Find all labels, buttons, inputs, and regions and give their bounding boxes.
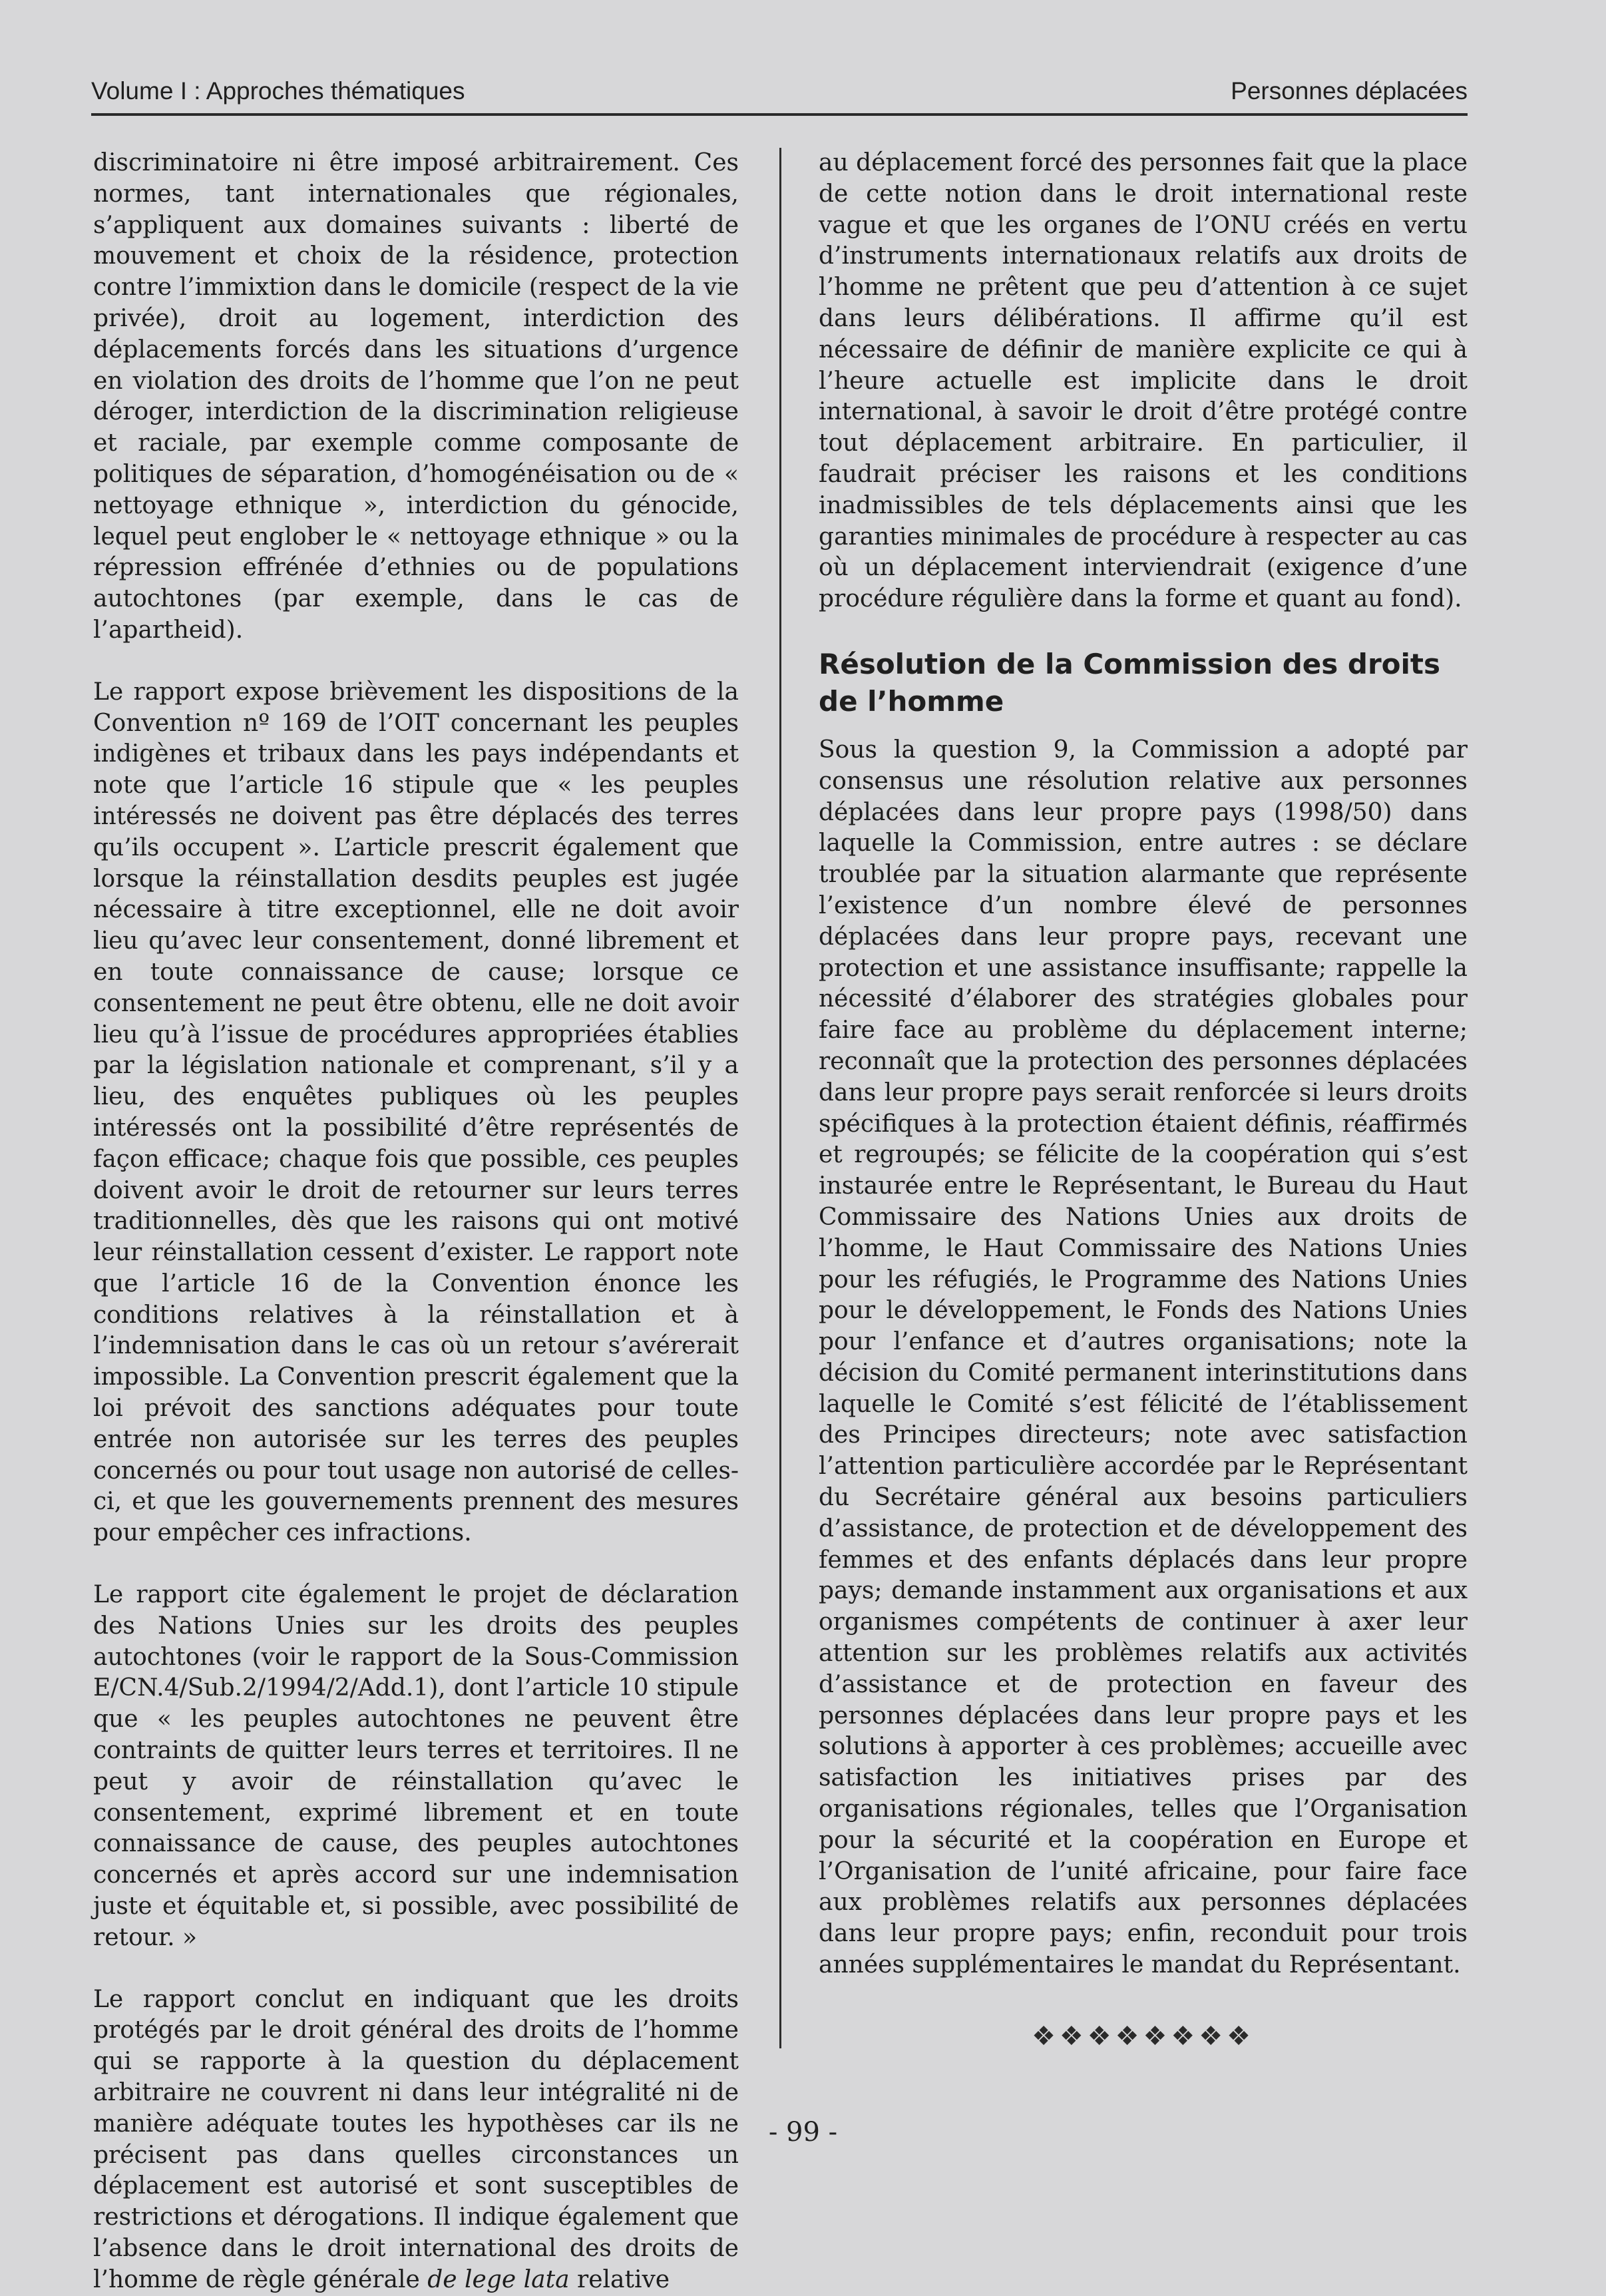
left-paragraph-1: discriminatoire ni être imposé arbitrairement. Ces normes, tant internationales que régionales, s’appliquent aux domaines suivants : liberté de mouvement et choix de la résidence, protection contre l’immixtion dans le domicile (respect de la vie privée), droit au logement, interdiction des déplacements forcés dans les situations d’urgence en violation des droits de l’homme que l’on ne peut déroger, interdiction de la discrimination religieuse et raciale, par exemple comme composante de politiques de séparation, d’homogénéisation ou de « nettoyage ethnique », interdiction du génocide, lequel peut englober le « nettoyage ethnique » ou la répression effrénée d’ethnies ou de populations autochtones (par exemple, dans le cas de l’apartheid).: [93, 149, 739, 644]
left-paragraph-2: Le rapport expose brièvement les dispositions de la Convention nº 169 de l’OIT concernant les peuples indigènes et tribaux dans les pays indépendants et note que l’article 16 stipule que « les peuples intéressés ne doivent pas être déplacés des terres qu’ils occupent ». L’article prescrit également que lorsque la réinstallation desdits peuples est jugée nécessaire à titre exceptionnel, elle ne doit avoir lieu qu’avec leur consentement, donné librement et en toute connaissance de cause; lorsque ce consentement ne peut être obtenu, elle ne doit avoir lieu qu’à l’issue de procédures appropriées établies par la législation nationale et comprenant, s’il y a lieu, des enquêtes publiques où les peuples intéressés ont la possibilité d’être représentés de façon efficace; chaque fois que possible, ces peuples doivent avoir le droit de retourner sur leurs terres traditionnelles, dès que les raisons qui ont motivé leur réinstallation cessent d’exister. Le rapport note que l’article 16 de la Convention énonce les conditions relatives à la réinstallation et à l’indemnisation dans le cas où un retour s’avérerait impossible. La Convention prescrit également que la loi prévoit des sanctions adéquates pour toute entrée non autorisée sur les terres des peuples concernés ou pour tout usage non autorisé de celles-ci, et que les gouvernements prennent des mesures pour empêcher ces infractions.: [93, 678, 739, 1547]
left-column: [93, 148, 739, 2296]
right-paragraph-2: Sous la question 9, la Commission a adopté par consensus une résolution relative aux personnes déplacées dans leur propre pays (1998/50) dans laquelle la Commission, entre autres : se déclare troublée par la situation alarmante que représente l’existence d’un nombre élevé de personnes déplacées dans leur propre pays, recevant une protection et une assistance insuffisante; rappelle la nécessité d’élaborer des stratégies globales pour faire face au problème du déplacement interne; reconnaît que la protection des personnes déplacées dans leur propre pays serait renforcée si leurs droits spécifiques à la protection étaient définis, réaffirmés et regroupés; se félicite de la coopération qui s’est instaurée entre le Représentant, le Bureau du Haut Commissaire des Nations Unies aux droits de l’homme, le Haut Commissaire des Nations Unies pour les réfugiés, le Programme des Nations Unies pour le développement, le Fonds des Nations Unies pour l’enfance et d’autres organisations; note la décision du Comité permanent interinstitutions dans laquelle le Comité s’est félicité de l’établissement des Principes directeurs; note avec satisfaction l’attention particulière accordée par le Représentant du Secrétaire général aux besoins particuliers d’assistance, de protection et de développement des femmes et des enfants déplacés dans leur propre pays; demande instamment aux organisations et aux organismes compétents de continuer à axer leur attention sur les problèmes relatifs aux activités d’assistance et de protection en faveur des personnes déplacées dans leur propre pays et les solutions à apporter à ces problèmes; accueille avec satisfaction les initiatives prises par des organisations régionales, telles que l’Organisation pour la sécurité et la coopération en Europe et l’Organisation de l’unité africaine, pour faire face aux problèmes relatifs aux personnes déplacées dans leur propre pays; enfin, reconduit pour trois années supplémentaires le mandat du Représentant.: [819, 736, 1468, 1979]
ornament-divider: ❖❖❖❖❖❖❖❖: [1032, 2020, 1255, 2052]
header-volume-title: Volume I : Approches thématiques: [91, 77, 465, 105]
column-divider: [779, 148, 781, 2048]
section-heading: Résolution de la Commission des droits de l’homme: [819, 647, 1441, 718]
left-paragraph-3: Le rapport cite également le projet de déclaration des Nations Unies sur les droits des peuples autochtones (voir le rapport de la Sous-Commission E/CN.4/Sub.2/1994/2/Add.1), dont l’article 10 stipule que « les peuples autochtones ne peuvent être contraints de quitter leurs terres et territoires. Il ne peut y avoir de réinstallation qu’avec le consentement, exprimé librement et en toute connaissance de cause, des peuples autochtones concernés et après accord sur une indemnisation juste et équitable et, si possible, avec possibilité de retour. »: [93, 1581, 739, 1951]
left-paragraph-4-end: relative: [569, 2265, 670, 2293]
left-paragraph-4-italic: de lege lata: [427, 2265, 570, 2293]
page-number: - 99 -: [768, 2117, 838, 2148]
left-paragraph-4-text: Le rapport conclut en indiquant que les droits protégés par le droit général des droits de l’homme qui se rapporte à la question du déplacement arbitraire ne couvrent ni dans leur intégralité ni de manière adéquate toutes les hypothèses car ils ne précisent pas dans quelles circonstances un déplacement est autorisé et sont susceptibles de restrictions et dérogations. Il indique également que l’absence dans le droit international des droits de l’homme de règle générale: [93, 1985, 739, 2293]
right-column: [819, 148, 1468, 2052]
right-paragraph-1: au déplacement forcé des personnes fait que la place de cette notion dans le droit international reste vague et que les organes de l’ONU créés en vertu d’instruments internationaux relatifs aux droits de l’homme ne prêtent que peu d’attention à ce sujet dans leurs délibérations. Il affirme qu’il est nécessaire de définir de manière explicite ce qui à l’heure actuelle est implicite dans le droit international, à savoir le droit d’être protégé contre tout déplacement arbitraire. En particulier, il faudrait préciser les raisons et les conditions inadmissibles de tels déplacements ainsi que les garanties minimales de procédure à respecter au cas où un déplacement interviendrait (exigence d’une procédure régulière dans la forme et quant au fond).: [819, 149, 1468, 613]
header-section-title: Personnes déplacées: [1231, 77, 1468, 105]
running-header: [91, 68, 1468, 116]
